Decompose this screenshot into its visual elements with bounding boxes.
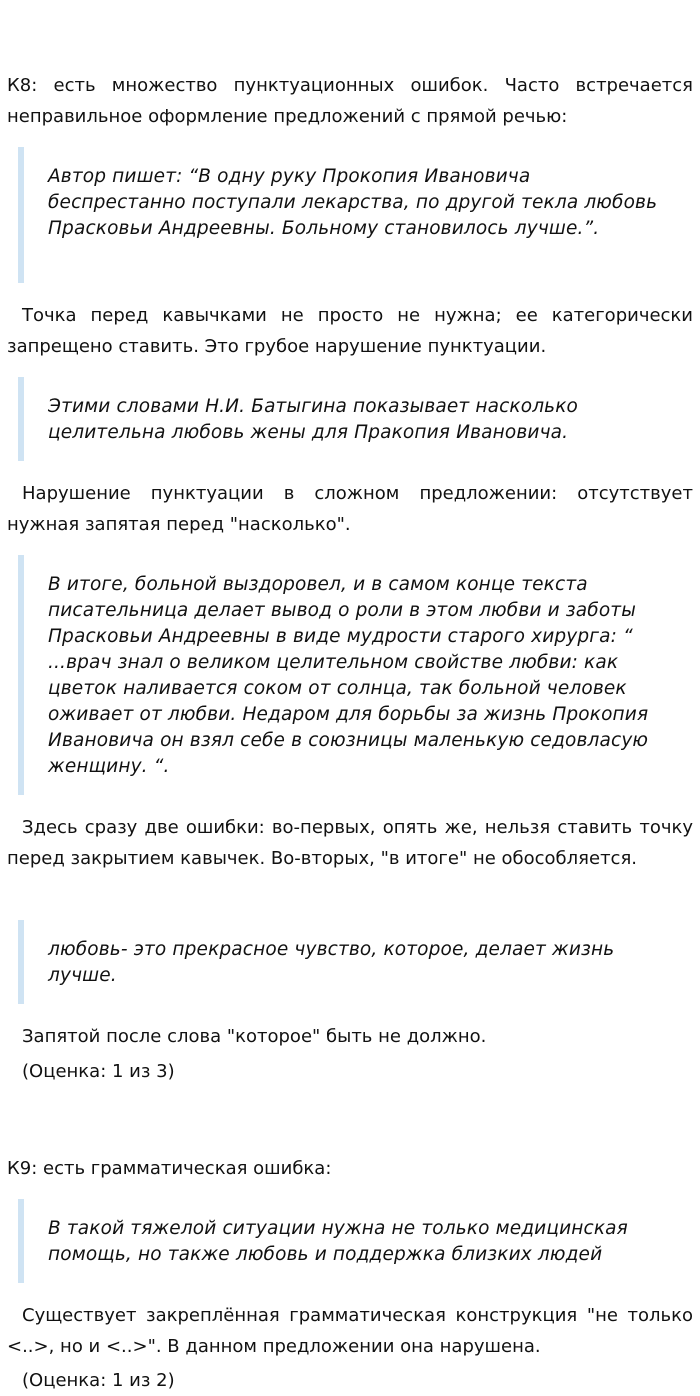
blockquote-k8-3 xyxy=(18,555,658,795)
blockquote-k8-1 xyxy=(18,147,658,283)
quote-text: В итоге, больной выздоровел, и в самом конце текста писательница делает вывод о роли в этом любви и заботы Прасковьи Андреевны в виде мудрости старого хирурга: “ ...врач знал о великом целительном свойстве любви: как цветок наливается соком от солнца, так больной человек оживает от любви. Недаром для борьбы за жизнь Прокопия Ивановича он взял себе в союзницы маленькую седовласую женщину. “. xyxy=(48,574,649,777)
k8-comment-2: Нарушение пунктуации в сложном предложении: отсутствует нужная запятая перед "насколько". xyxy=(7,483,693,535)
k9-intro: К9: есть грамматическая ошибка: xyxy=(7,1158,332,1179)
quote-text: В такой тяжелой ситуации нужна не только медицинская помощь, но также любовь и поддержка близких людей xyxy=(48,1218,628,1265)
blockquote-k8-2 xyxy=(18,377,658,461)
k8-intro: К8: есть множество пунктуационных ошибок. Часто встречается неправильное оформление предложений с прямой речью: xyxy=(7,75,693,127)
k9-comment-1: Существует закреплённая грамматическая конструкция "не только <..>, но и <..>". В данном предложении она нарушена. xyxy=(7,1305,693,1357)
k9-score: (Оценка: 1 из 2) xyxy=(22,1370,175,1391)
quote-text: любовь- это прекрасное чувство, которое, делает жизнь лучше. xyxy=(48,939,615,986)
quote-text: Автор пишет: “В одну руку Прокопия Ивановича беспрестанно поступали лекарства, по другой текла любовь Прасковьи Андреевны. Больному становилось лучше.”. xyxy=(48,166,658,239)
k8-comment-4: Запятой после слова "которое" быть не должно. xyxy=(22,1026,487,1047)
quote-text: Этими словами Н.И. Батыгина показывает насколько целительна любовь жены для Пракопия Ивановича. xyxy=(48,396,579,443)
blockquote-k9-1 xyxy=(18,1199,658,1283)
k8-comment-1: Точка перед кавычками не просто не нужна; ее категорически запрещено ставить. Это грубое нарушение пунктуации. xyxy=(7,305,693,357)
k8-comment-3: Здесь сразу две ошибки: во-первых, опять же, нельзя ставить точку перед закрытием кавычек. Во-вторых, "в итоге" не обособляется. xyxy=(7,817,693,869)
blockquote-k8-4 xyxy=(18,920,658,1004)
k8-score: (Оценка: 1 из 3) xyxy=(22,1061,175,1082)
